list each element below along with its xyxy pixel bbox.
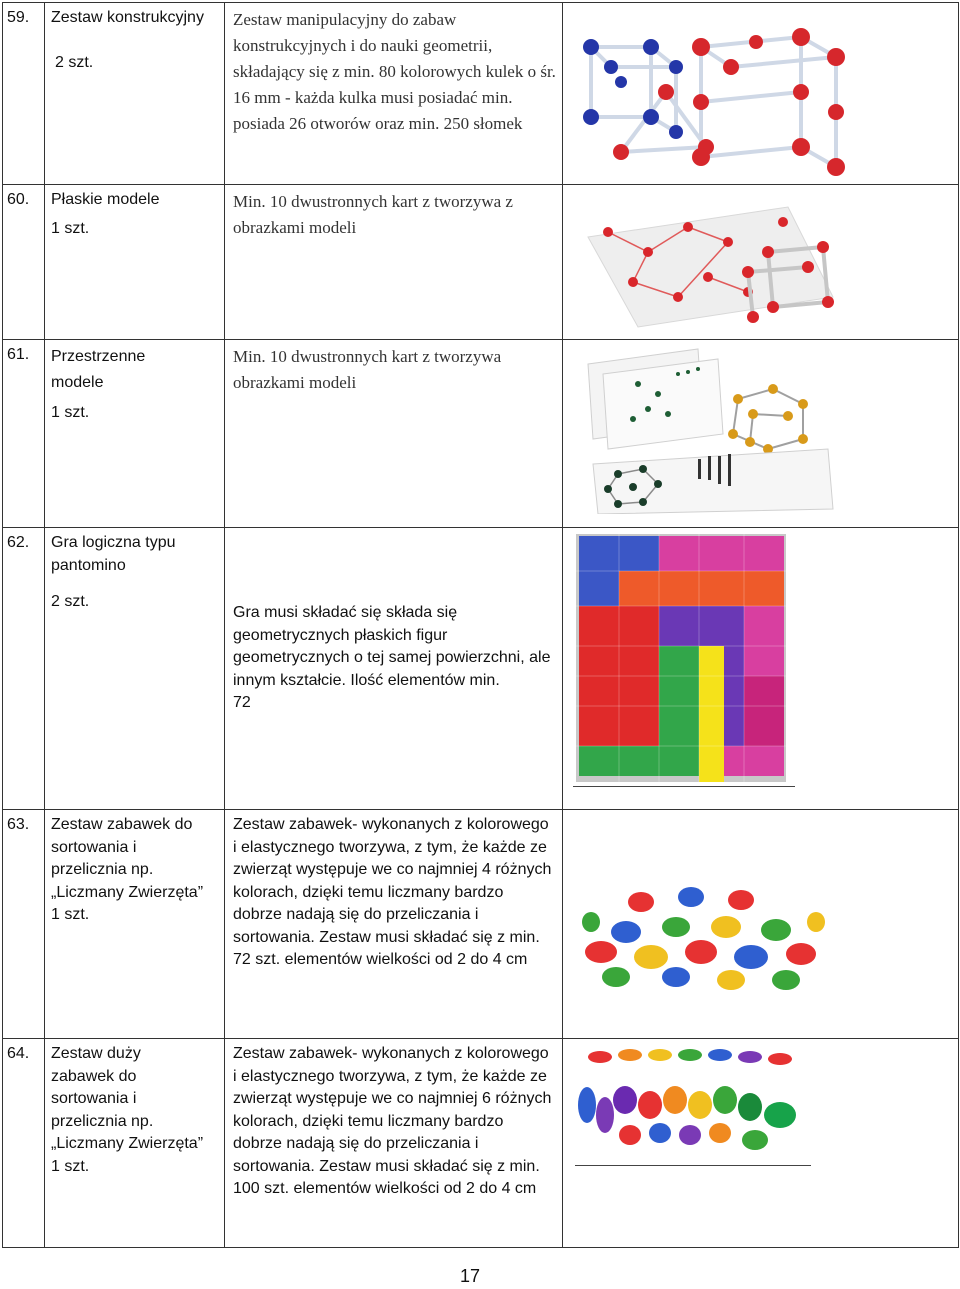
product-image-cell	[563, 1039, 959, 1248]
row-number: 59.	[3, 3, 45, 185]
product-image-cell	[563, 528, 959, 810]
product-name-cell	[45, 1039, 225, 1248]
page-number: 17	[459, 1266, 481, 1286]
product-description-value: 72	[233, 694, 251, 711]
product-name: Płaskie modele	[51, 191, 160, 208]
table-row	[3, 185, 959, 340]
table-row	[3, 1039, 959, 1248]
product-quantity: 2 szt.	[51, 593, 90, 610]
product-description: Zestaw zabawek- wykonanych z kolorowego i elastycznego tworzywa, z tym, że każde ze zwierząt występuje we co najmniej 6 różnych kolorach, dzięki temu liczmany bardzo dobrze nadają się do przeliczania i sortowania. Zestaw musi składać się z min. 100 szt. elementów wielkości od 2 do 4 cm	[225, 1039, 563, 1248]
row-number: 61.	[3, 340, 45, 528]
product-description: Zestaw zabawek- wykonanych z kolorowego i elastycznego tworzywa, z tym, że każde ze zwierząt występuje we co najmniej 4 różnych kolorach, dzięki temu liczmany bardzo dobrze nadają się do przeliczania i sortowania. Zestaw musi składać się z min. 72 szt. elementów wielkości od 2 do 4 cm	[225, 810, 563, 1039]
image-divider	[573, 786, 795, 787]
pentomino-image	[576, 534, 786, 782]
product-name: Zestaw zabawek do sortowania i przelicznia np. „Liczmany Zwierzęta”	[51, 816, 204, 901]
product-quantity: 1 szt.	[51, 1157, 90, 1175]
product-image-cell	[563, 185, 959, 340]
product-image-cell	[563, 810, 959, 1039]
product-description: Min. 10 dwustronnych kart z tworzywa obrazkami modeli	[225, 340, 563, 528]
product-name-cell	[45, 810, 225, 1039]
product-name: Przestrzenne modele	[51, 348, 146, 391]
row-number: 60.	[3, 185, 45, 340]
product-name-cell	[45, 185, 225, 340]
row-number: 62.	[3, 528, 45, 810]
product-description: Gra musi składać się składa się geometrycznych płaskich figur geometrycznych o tej samej powierzchni, ale innym kształcie. Ilość elementów min.	[233, 604, 551, 689]
product-quantity: 2 szt.	[55, 53, 94, 71]
spatial-models-image	[578, 344, 838, 514]
table-row	[3, 810, 959, 1039]
counting-animals-image	[581, 872, 826, 992]
product-quantity: 1 szt.	[51, 906, 90, 923]
table-row	[3, 340, 959, 528]
image-divider	[575, 1165, 811, 1166]
product-quantity: 1 szt.	[51, 404, 90, 421]
product-description: Min. 10 dwustronnych kart z tworzywa z obrazkami modeli	[225, 185, 563, 340]
product-image-cell	[563, 340, 959, 528]
table-row	[3, 3, 959, 185]
flat-models-image	[578, 197, 848, 332]
product-description-cell	[225, 528, 563, 810]
construction-set-image	[581, 27, 851, 177]
row-number: 64.	[3, 1039, 45, 1248]
product-description: Zestaw manipulacyjny do zabaw konstrukcyjnych i do nauki geometrii, składający się z min. 80 kolorowych kulek o śr. 16 mm - każda kulka musi posiadać min. posiada 26 otworów oraz min. 250 słomek	[225, 3, 563, 185]
products-table	[2, 2, 959, 1248]
product-name-cell	[45, 528, 225, 810]
product-name: Zestaw duży zabawek do sortowania i przelicznia np. „Liczmany Zwierzęta”	[51, 1045, 204, 1152]
product-name: Gra logiczna typu pantomino	[51, 534, 176, 574]
row-number: 63.	[3, 810, 45, 1039]
product-name: Zestaw konstrukcyjny	[51, 9, 204, 26]
table-row	[3, 528, 959, 810]
product-image-cell	[563, 3, 959, 185]
large-counting-animals-image	[575, 1045, 810, 1160]
product-quantity: 1 szt.	[51, 219, 90, 237]
product-name-cell	[45, 340, 225, 528]
product-name-cell	[45, 3, 225, 185]
